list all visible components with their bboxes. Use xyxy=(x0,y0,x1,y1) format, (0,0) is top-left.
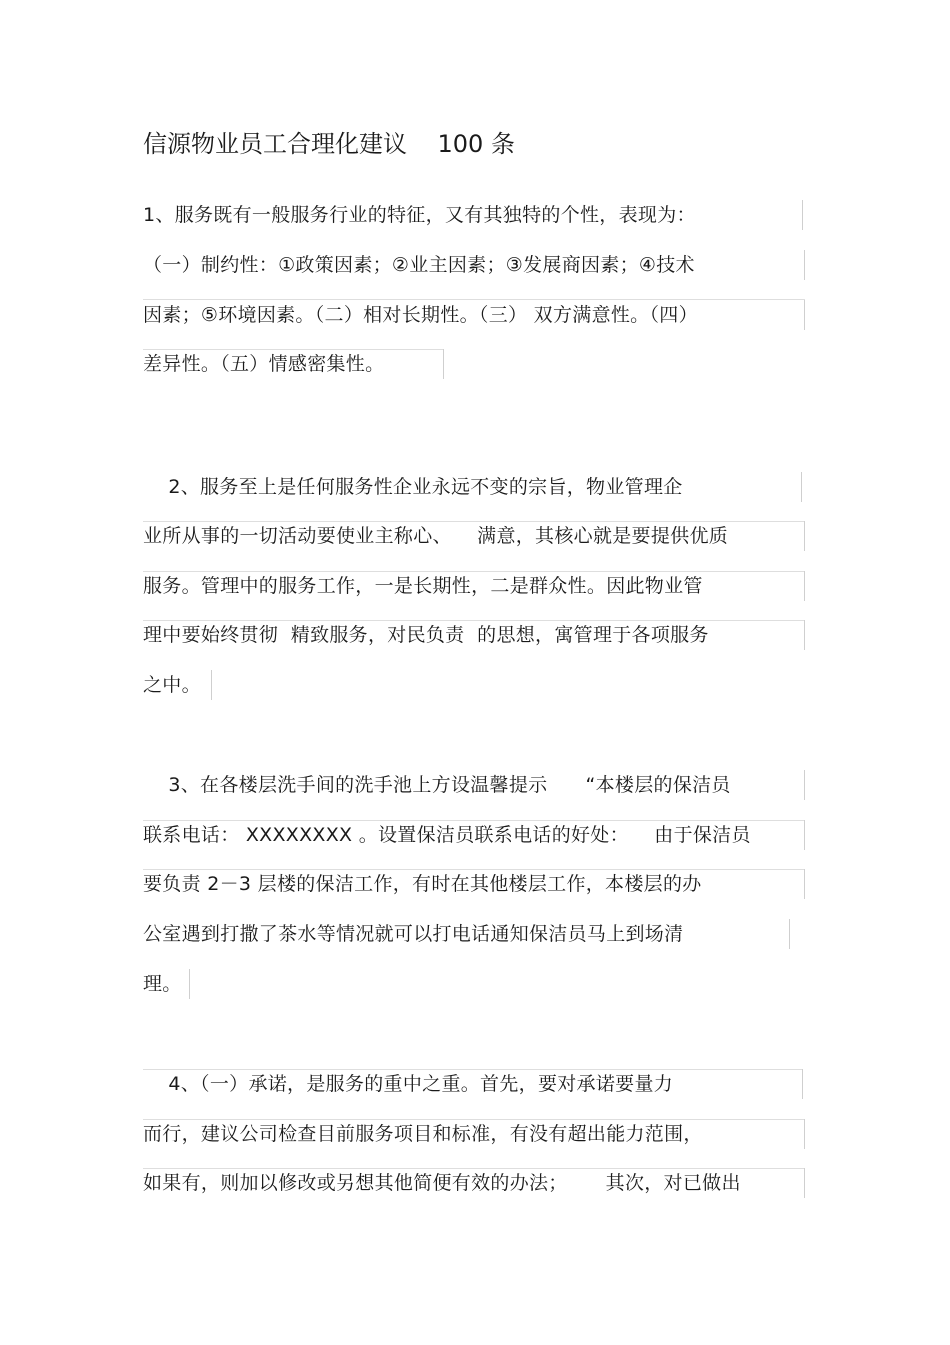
text-line: 理中要始终贯彻 精致服务，对民负责 的思想，寓管理于各项服务 xyxy=(143,620,805,650)
text-line: 差异性。（五）情感密集性。 xyxy=(143,349,444,379)
text-line: 联系电话： XXXXXXXX 。设置保洁员联系电话的好处： 由于保洁员 xyxy=(143,820,805,850)
text-line: 公室遇到打撒了茶水等情况就可以打电话通知保洁员马上到场清 xyxy=(143,919,790,949)
document-title: 信源物业员工合理化建议 100 条 xyxy=(143,130,515,158)
text-line: 服务。管理中的服务工作，一是长期性，二是群众性。因此物业管 xyxy=(143,571,805,601)
text-line: 理。 xyxy=(143,969,190,999)
text-line: 而行，建议公司检查目前服务项目和标准，有没有超出能力范围， xyxy=(143,1119,805,1149)
text-line: 之中。 xyxy=(143,670,212,700)
text-line: 4、（一）承诺，是服务的重中之重。首先，要对承诺要量力 xyxy=(143,1069,803,1099)
text-line: 要负责 2－3 层楼的保洁工作，有时在其他楼层工作，本楼层的办 xyxy=(143,869,805,899)
text-line: 3、在各楼层洗手间的洗手池上方设温馨提示 “本楼层的保洁员 xyxy=(143,770,805,800)
text-line: （一）制约性：①政策因素；②业主因素；③发展商因素；④技术 xyxy=(143,250,805,280)
text-line: 因素；⑤环境因素。（二）相对长期性。（三） 双方满意性。（四） xyxy=(143,300,805,330)
text-line: 业所从事的一切活动要使业主称心、 满意，其核心就是要提供优质 xyxy=(143,521,805,551)
text-line: 1、服务既有一般服务行业的特征，又有其独特的个性，表现为： xyxy=(143,200,803,230)
text-line: 2、服务至上是任何服务性企业永远不变的宗旨，物业管理企 xyxy=(143,472,802,502)
text-line: 如果有，则加以修改或另想其他简便有效的办法； 其次，对已做出 xyxy=(143,1168,805,1198)
